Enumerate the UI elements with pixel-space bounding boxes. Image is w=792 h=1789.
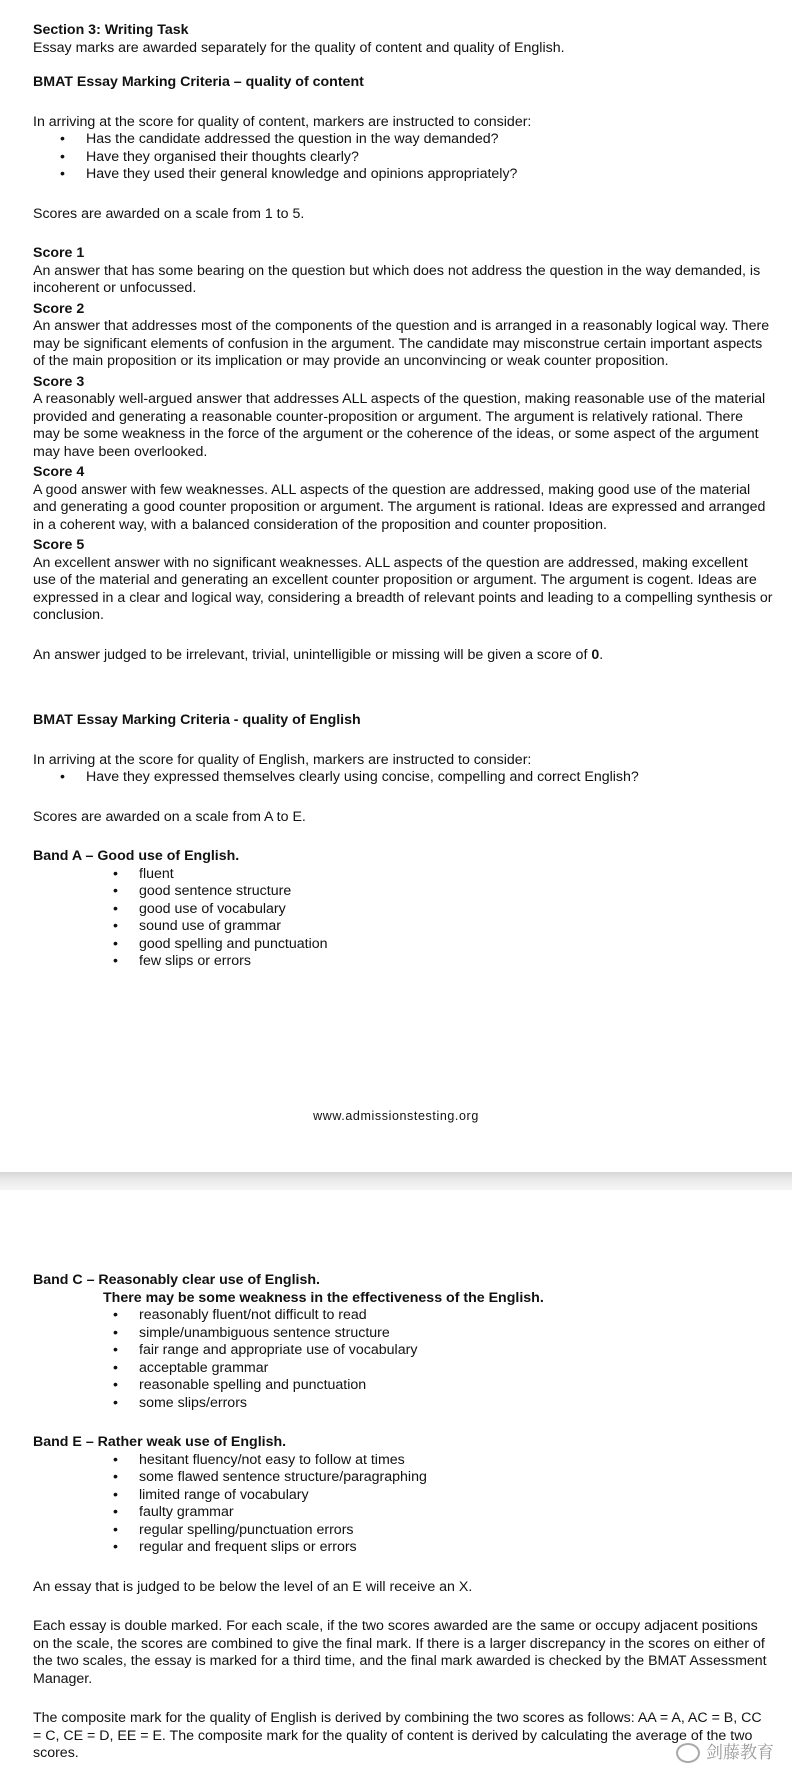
band-e-list — [33, 1452, 773, 1557]
list-item: • Have they used their general knowledge and opinions appropriately? — [86, 166, 773, 184]
band-c-list — [33, 1307, 773, 1412]
list-item: • good spelling and punctuation — [139, 936, 773, 954]
score-2-title: Score 2 — [33, 300, 85, 317]
page-footer-url: www.admissionstesting.org — [313, 1109, 479, 1123]
list-item: • hesitant fluency/not easy to follow at times — [139, 1452, 773, 1470]
page-2-content — [33, 1272, 773, 1763]
list-item: • reasonably fluent/not difficult to read — [139, 1307, 773, 1325]
zero-score-prefix: An answer judged to be irrelevant, trivial, unintelligible or missing will be given a score of — [33, 646, 592, 663]
band-c-subtitle: There may be some weakness in the effectiveness of the English. — [103, 1289, 544, 1306]
score-1-title: Score 1 — [33, 245, 85, 261]
below-e-text: An essay that is judged to be below the level of an E will receive an X. — [33, 1578, 473, 1595]
score-5-block — [33, 537, 773, 625]
band-c-title: Band C – Reasonably clear use of English. — [33, 1272, 320, 1288]
list-item: • sound use of grammar — [139, 918, 773, 936]
list-item: • simple/unambiguous sentence structure — [139, 1325, 773, 1343]
content-criteria-lead: In arriving at the score for quality of content, markers are instructed to consider: — [33, 113, 532, 130]
content-criteria-bullets — [33, 131, 773, 184]
score-4-text: A good answer with few weaknesses. ALL aspects of the question are addressed, making good use of the material and generating a good counter proposition or argument. The argument is rational. Ideas are expressed and arranged in a coherent way, with a balanced consideration of the proposition and counter proposition. — [33, 481, 766, 533]
section-intro: Essay marks are awarded separately for the quality of content and quality of English. — [33, 39, 565, 56]
list-item: • fair range and appropriate use of vocabulary — [139, 1342, 773, 1360]
list-item: • good use of vocabulary — [139, 901, 773, 919]
watermark-text: 剑藤教育 — [706, 1743, 774, 1763]
score-1-block — [33, 245, 773, 298]
list-item: • some flawed sentence structure/paragraphing — [139, 1469, 773, 1487]
zero-score-suffix: . — [599, 646, 604, 663]
list-item: • Have they expressed themselves clearly using concise, compelling and correct English? — [86, 769, 773, 787]
list-item: • Have they organised their thoughts clearly? — [86, 149, 773, 167]
band-a-list — [33, 866, 773, 971]
page-1-content — [33, 22, 773, 971]
list-item: • Has the candidate addressed the question in the way demanded? — [86, 131, 773, 149]
english-criteria-lead: In arriving at the score for quality of English, markers are instructed to consider: — [33, 751, 532, 768]
composite-mark-text: The composite mark for the quality of English is derived by combining the two scores as follows: AA = A, AC = B, CC = C, CE = D, EE = E. The composite mark for the quality of content is derived by calculating the average of the two scores. — [33, 1710, 762, 1761]
list-item: • good sentence structure — [139, 883, 773, 901]
zero-score-value: 0 — [591, 646, 600, 663]
list-item: • some slips/errors — [139, 1395, 773, 1413]
list-item: • faulty grammar — [139, 1504, 773, 1522]
score-4-block — [33, 464, 773, 534]
score-4-title: Score 4 — [33, 464, 85, 480]
english-criteria-bullets — [33, 769, 773, 787]
list-item: • few slips or errors — [139, 953, 773, 971]
list-item: • acceptable grammar — [139, 1360, 773, 1378]
section-title: Section 3: Writing Task — [33, 22, 189, 38]
english-scale-text: Scores are awarded on a scale from A to E. — [33, 808, 306, 825]
score-3-title: Score 3 — [33, 373, 85, 390]
band-e-title: Band E – Rather weak use of English. — [33, 1434, 287, 1450]
double-marking-text: Each essay is double marked. For each scale, if the two scores awarded are the same or occupy adjacent positions on the scale, the scores are combined to give the final mark. If there is a larger discrepancy in the scores on either of the two scales, the essay is marked for a third time, and the final mark awarded is checked by the BMAT Assessment Manager. — [33, 1618, 767, 1687]
score-5-title: Score 5 — [33, 537, 85, 553]
document-page-2 — [0, 1190, 792, 1789]
score-2-block — [33, 301, 773, 371]
score-5-text: An excellent answer with no significant weaknesses. ALL aspects of the question are addressed, making excellent use of the material and generating an excellent counter proposition or argument. The argument is cogent. Ideas are expressed in a clear and logical way, considering a breadth of relevant points and leading to a compelling synthesis or conclusion. — [33, 554, 773, 623]
list-item: • regular and frequent slips or errors — [139, 1539, 773, 1557]
score-2-text: An answer that addresses most of the components of the question and is arranged in a reasonably logical way. There may be significant elements of confusion in the argument. The candidate may misconstrue certain important aspects of the main proposition or its implication or may provide an unconvincing or weak counter proposition. — [33, 318, 770, 369]
list-item: • limited range of vocabulary — [139, 1487, 773, 1505]
chat-bubble-icon — [676, 1743, 700, 1763]
content-criteria-heading: BMAT Essay Marking Criteria – quality of content — [33, 74, 364, 90]
list-item: • reasonable spelling and punctuation — [139, 1377, 773, 1395]
zero-score-text — [33, 647, 773, 665]
list-item: • fluent — [139, 866, 773, 884]
band-a-title: Band A – Good use of English. — [33, 848, 240, 864]
score-1-text: An answer that has some bearing on the question but which does not address the question in the way demanded, is incoherent or unfocussed. — [33, 262, 761, 296]
watermark — [676, 1743, 774, 1763]
list-item: • regular spelling/punctuation errors — [139, 1522, 773, 1540]
score-3-block — [33, 374, 773, 462]
score-3-text: A reasonably well-argued answer that addresses ALL aspects of the question, making reasonable use of the material provided and generating a reasonable counter-proposition or argument. The argument is relatively rational. There may be some weakness in the force of the argument or the coherence of the ideas, or some aspect of the argument may have been overlooked. — [33, 391, 766, 460]
content-scale-text: Scores are awarded on a scale from 1 to 5. — [33, 205, 305, 222]
page-separator — [0, 1172, 792, 1190]
english-criteria-heading: BMAT Essay Marking Criteria - quality of English — [33, 712, 361, 728]
